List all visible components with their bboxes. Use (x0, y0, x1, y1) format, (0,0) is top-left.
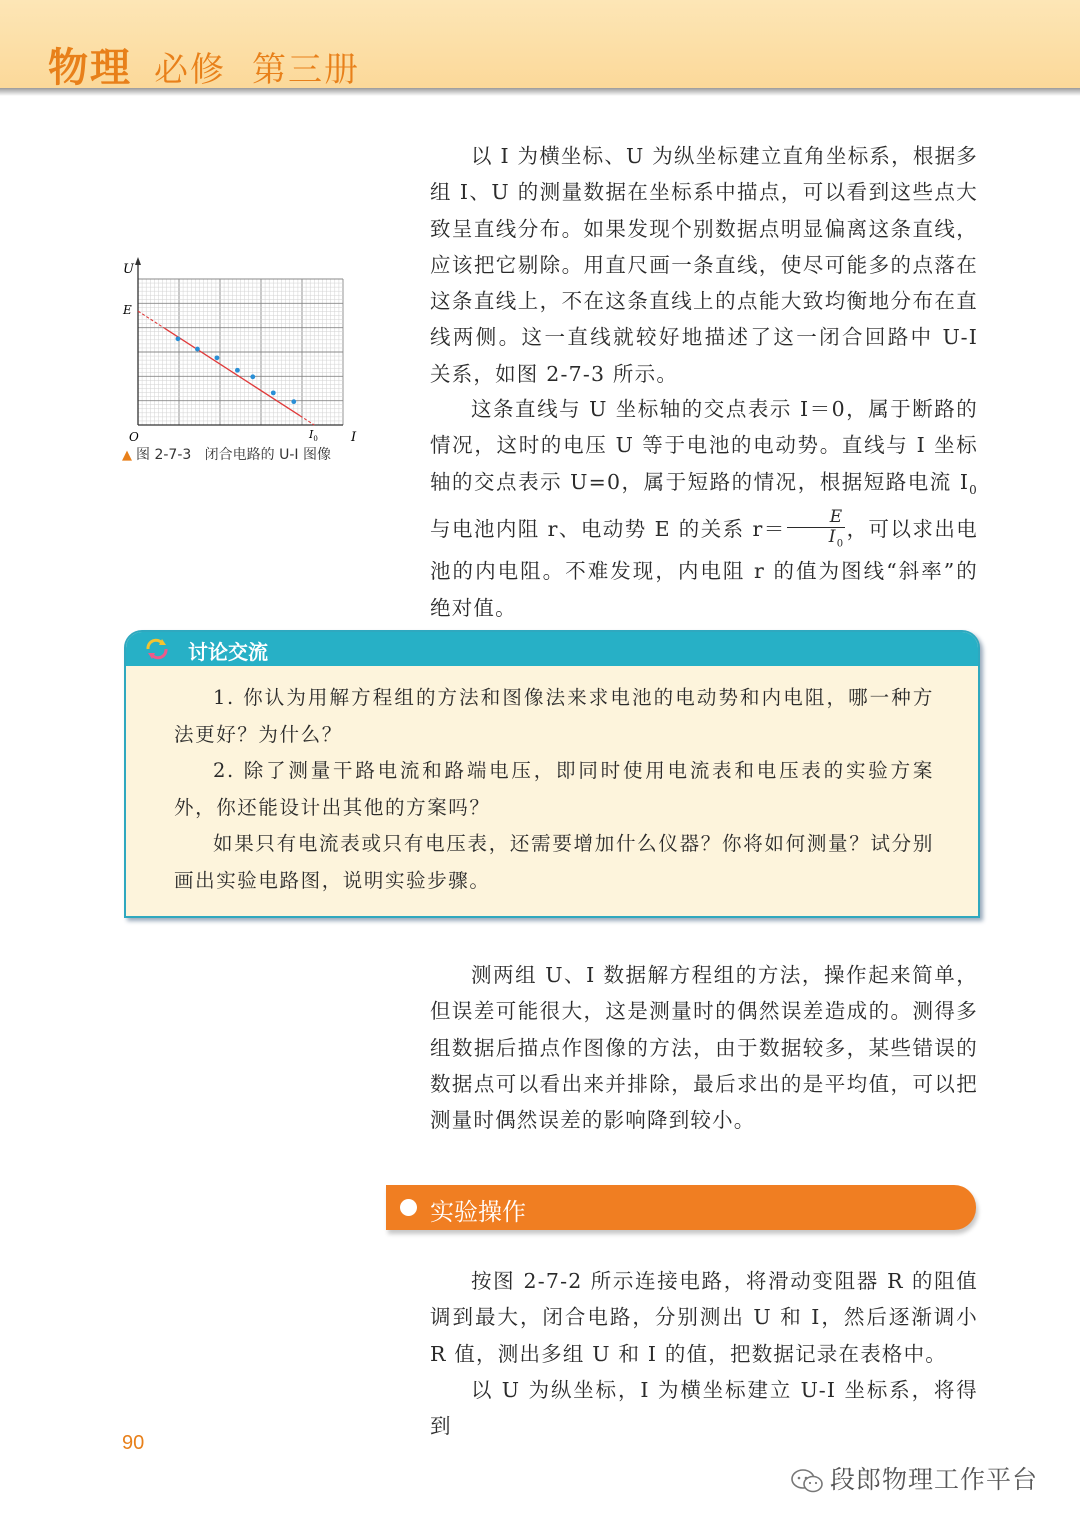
data-point (235, 368, 240, 373)
intercept-text-1: 这条直线与 U 坐标轴的交点表示 I＝0，属于断路的情况，这时的电压 U 等于电池的电动势。直线与 I 坐标轴的交点表示 U=0，属于短路的情况，根据短路电流 I (430, 397, 978, 494)
graph-grid (138, 279, 343, 425)
section-heading (386, 1185, 976, 1230)
watermark-text: 段郎物理工作平台 (830, 1465, 1039, 1494)
figure-caption-label: 图 2-7-3 (136, 447, 192, 463)
data-point (195, 347, 200, 352)
figure-caption (122, 444, 331, 464)
chat-icon (790, 1468, 824, 1494)
figure-caption-text: 闭合电路的 U-I 图像 (204, 447, 331, 463)
comparison-paragraph: 测两组 U、I 数据解方程组的方法，操作起来简单，但误差可能很大，这是测量时的偶然误差造成的。测得多组数据后描点作图像的方法，由于数据较多，某些错误的数据点可以看出来并排除，最后求出的是平均值，可以把测量时偶然误差的影响降到较小。 (430, 963, 978, 1133)
data-point (215, 355, 220, 360)
intercept-paragraph (430, 391, 978, 626)
book-subject: 物理 (48, 45, 132, 91)
operation-paragraph-1: 按图 2-7-2 所示连接电路，将滑动变阻器 R 的阻值调到最大，闭合电路，分别测出 U 和 I，然后逐渐调小 R 值，测出多组 U 和 I 的值，把数据记录在表格中。 (430, 1269, 978, 1366)
book-volume: 第三册 (252, 50, 360, 90)
intercept-text-3: ，可以求出电池的内电阻。不难发现，内电阻 r 的值为图线“斜率”的绝对值。 (430, 517, 978, 620)
discussion-icon (144, 637, 170, 661)
discussion-question-3: 如果只有电流表或只有电压表，还需要增加什么仪器？你将如何测量？试分别画出实验电路图，说明实验步骤。 (174, 832, 934, 892)
book-title (48, 36, 360, 93)
book-course: 必修 (154, 50, 226, 90)
data-point (176, 336, 181, 341)
ui-graph (115, 255, 415, 470)
x-axis-label: I (351, 430, 357, 445)
fraction-denominator-sub: 0 (836, 538, 845, 550)
discussion-question-2: 2. 除了测量干路电流和路端电压，即同时使用电流表和电压表的实验方案外，你还能设计出其他的方案吗？ (174, 759, 934, 819)
discussion-box (124, 630, 980, 918)
section-title: 实验操作 (430, 1198, 526, 1226)
intro-paragraph: 以 I 为横坐标、U 为纵坐标建立直角坐标系，根据多组 I、U 的测量数据在坐标系中描点，可以看到这些点大致呈直线分布。如果发现个别数据点明显偏离这条直线，应该把它剔除。用直尺画一条直线，使尽可能多的点落在这条直线上，不在这条直线上的点能大致均衡地分布在直线两侧。这一直线就较好地描述了这一闭合回路中 U-I 关系，如图 2-7-3 所示。 (430, 144, 978, 386)
formula-fraction (787, 508, 846, 553)
fraction-denominator: I (828, 526, 837, 547)
origin-label: O (129, 430, 139, 444)
page-number: 90 (122, 1432, 145, 1454)
discussion-title: 讨论交流 (188, 640, 268, 664)
triangle-icon: ▲ (122, 448, 132, 463)
bullet-dot-icon (400, 1199, 417, 1216)
data-point (250, 374, 255, 379)
x-intercept-label: $I_0$ (309, 428, 318, 443)
data-point (291, 399, 296, 404)
intercept-subscript: 0 (969, 482, 978, 497)
y-axis-label: U (123, 262, 134, 277)
y-intercept-label: E (123, 303, 132, 317)
y-axis-arrow (135, 257, 141, 265)
watermark (790, 1460, 1038, 1496)
data-point (271, 390, 276, 395)
discussion-header (126, 632, 978, 666)
operation-paragraph-2: 以 U 为纵坐标，I 为横坐标建立 U-I 坐标系，将得到 (430, 1378, 978, 1439)
intercept-text-2: 与电池内阻 r、电动势 E 的关系 r＝ (430, 517, 786, 542)
discussion-body (174, 680, 934, 899)
fraction-numerator: E (787, 508, 846, 528)
discussion-question-1: 1. 你认为用解方程组的方法和图像法来求电池的电动势和内电阻，哪一种方法更好？为什么？ (174, 686, 934, 746)
